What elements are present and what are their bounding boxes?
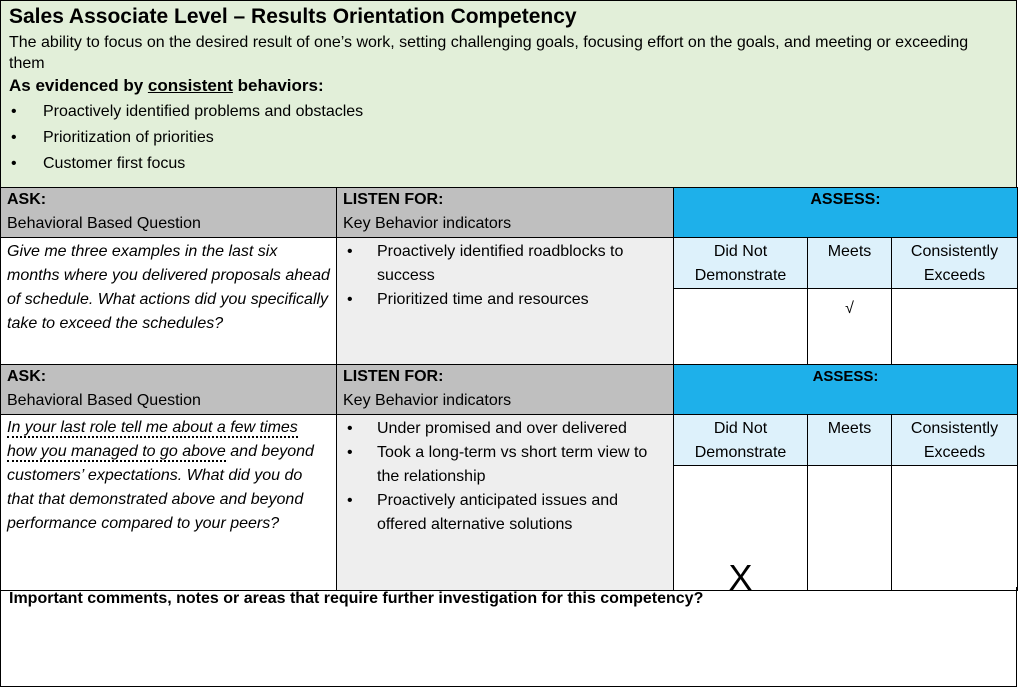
col-did-not-demonstrate: Did Not Demonstrate bbox=[674, 238, 808, 289]
evidenced-prefix: As evidenced by bbox=[9, 76, 148, 95]
ask-label: ASK: bbox=[7, 368, 47, 385]
comments-section[interactable] bbox=[0, 587, 1017, 687]
mark-meets[interactable] bbox=[808, 466, 892, 591]
listen-header bbox=[337, 365, 674, 415]
evidenced-suffix: behaviors: bbox=[232, 76, 324, 95]
question-1: Give me three examples in the last six months where you delivered proposals ahead of schedule. What actions did you specifically take to exceed the schedules? bbox=[1, 238, 337, 365]
behavior-list bbox=[9, 99, 1016, 177]
indicators-1 bbox=[337, 238, 674, 365]
listen-label: LISTEN FOR: bbox=[343, 368, 444, 385]
indicator-list bbox=[343, 240, 667, 312]
col-meets: Meets bbox=[808, 238, 892, 289]
evidenced-underlined: consistent bbox=[147, 76, 233, 95]
col-consistently-exceeds: Consistently Exceeds bbox=[892, 415, 1018, 466]
ask-header bbox=[1, 188, 337, 238]
mark-consistently-exceeds[interactable] bbox=[892, 466, 1018, 591]
indicator-item: • Under promised and over delivered bbox=[343, 417, 667, 441]
indicator-list bbox=[343, 417, 667, 537]
listen-sub: Key Behavior indicators bbox=[343, 392, 512, 409]
indicator-item: • Proactively identified roadblocks to success bbox=[343, 240, 667, 288]
indicator-item: • Prioritized time and resources bbox=[343, 288, 667, 312]
assessment-table bbox=[0, 187, 1018, 598]
listen-header bbox=[337, 188, 674, 238]
col-did-not-demonstrate: Did Not Demonstrate bbox=[674, 415, 808, 466]
mark-consistently-exceeds[interactable] bbox=[892, 289, 1018, 365]
question-2-part1: In your last role tell me about a few times how you managed to go above bbox=[7, 419, 298, 460]
indicators-2 bbox=[337, 415, 674, 591]
ask-label: ASK: bbox=[7, 191, 47, 208]
listen-sub: Key Behavior indicators bbox=[343, 215, 512, 232]
section-1-columns-row bbox=[1, 238, 1018, 289]
section-1-header-row bbox=[1, 188, 1018, 238]
mark-did-not-demonstrate[interactable] bbox=[674, 289, 808, 365]
ask-sub: Behavioral Based Question bbox=[7, 392, 201, 409]
section-2-header-row bbox=[1, 365, 1018, 415]
indicator-item: • Proactively anticipated issues and offered alternative solutions bbox=[343, 489, 667, 537]
question-2 bbox=[1, 415, 337, 591]
col-meets: Meets bbox=[808, 415, 892, 466]
behavior-item: • Proactively identified problems and obstacles bbox=[9, 99, 1016, 125]
col-consistently-exceeds: Consistently Exceeds bbox=[892, 238, 1018, 289]
behavior-item: • Prioritization of priorities bbox=[9, 125, 1016, 151]
page-title: Sales Associate Level – Results Orientation Competency bbox=[9, 5, 577, 28]
assess-header: ASSESS: bbox=[674, 188, 1018, 238]
competency-header bbox=[0, 0, 1017, 187]
assess-header: ASSESS: bbox=[674, 365, 1018, 415]
behavior-item: • Customer first focus bbox=[9, 151, 1016, 177]
question-2-part2: and beyond customers’ expectations. What did you do that that demonstrated above and beyond performance compared to your peers? bbox=[7, 443, 314, 532]
evidenced-heading bbox=[9, 74, 1016, 98]
ask-header bbox=[1, 365, 337, 415]
indicator-item: • Took a long-term vs short term view to the relationship bbox=[343, 441, 667, 489]
section-2-columns-row bbox=[1, 415, 1018, 466]
listen-label: LISTEN FOR: bbox=[343, 191, 444, 208]
competency-description: The ability to focus on the desired result of one’s work, setting challenging goals, focusing effort on the goals, and meeting or exceeding them bbox=[9, 34, 969, 72]
comments-label: Important comments, notes or areas that require further investigation for this competency? bbox=[9, 590, 704, 607]
mark-meets[interactable]: √ bbox=[808, 289, 892, 365]
mark-did-not-demonstrate[interactable]: X bbox=[674, 466, 808, 591]
ask-sub: Behavioral Based Question bbox=[7, 215, 201, 232]
